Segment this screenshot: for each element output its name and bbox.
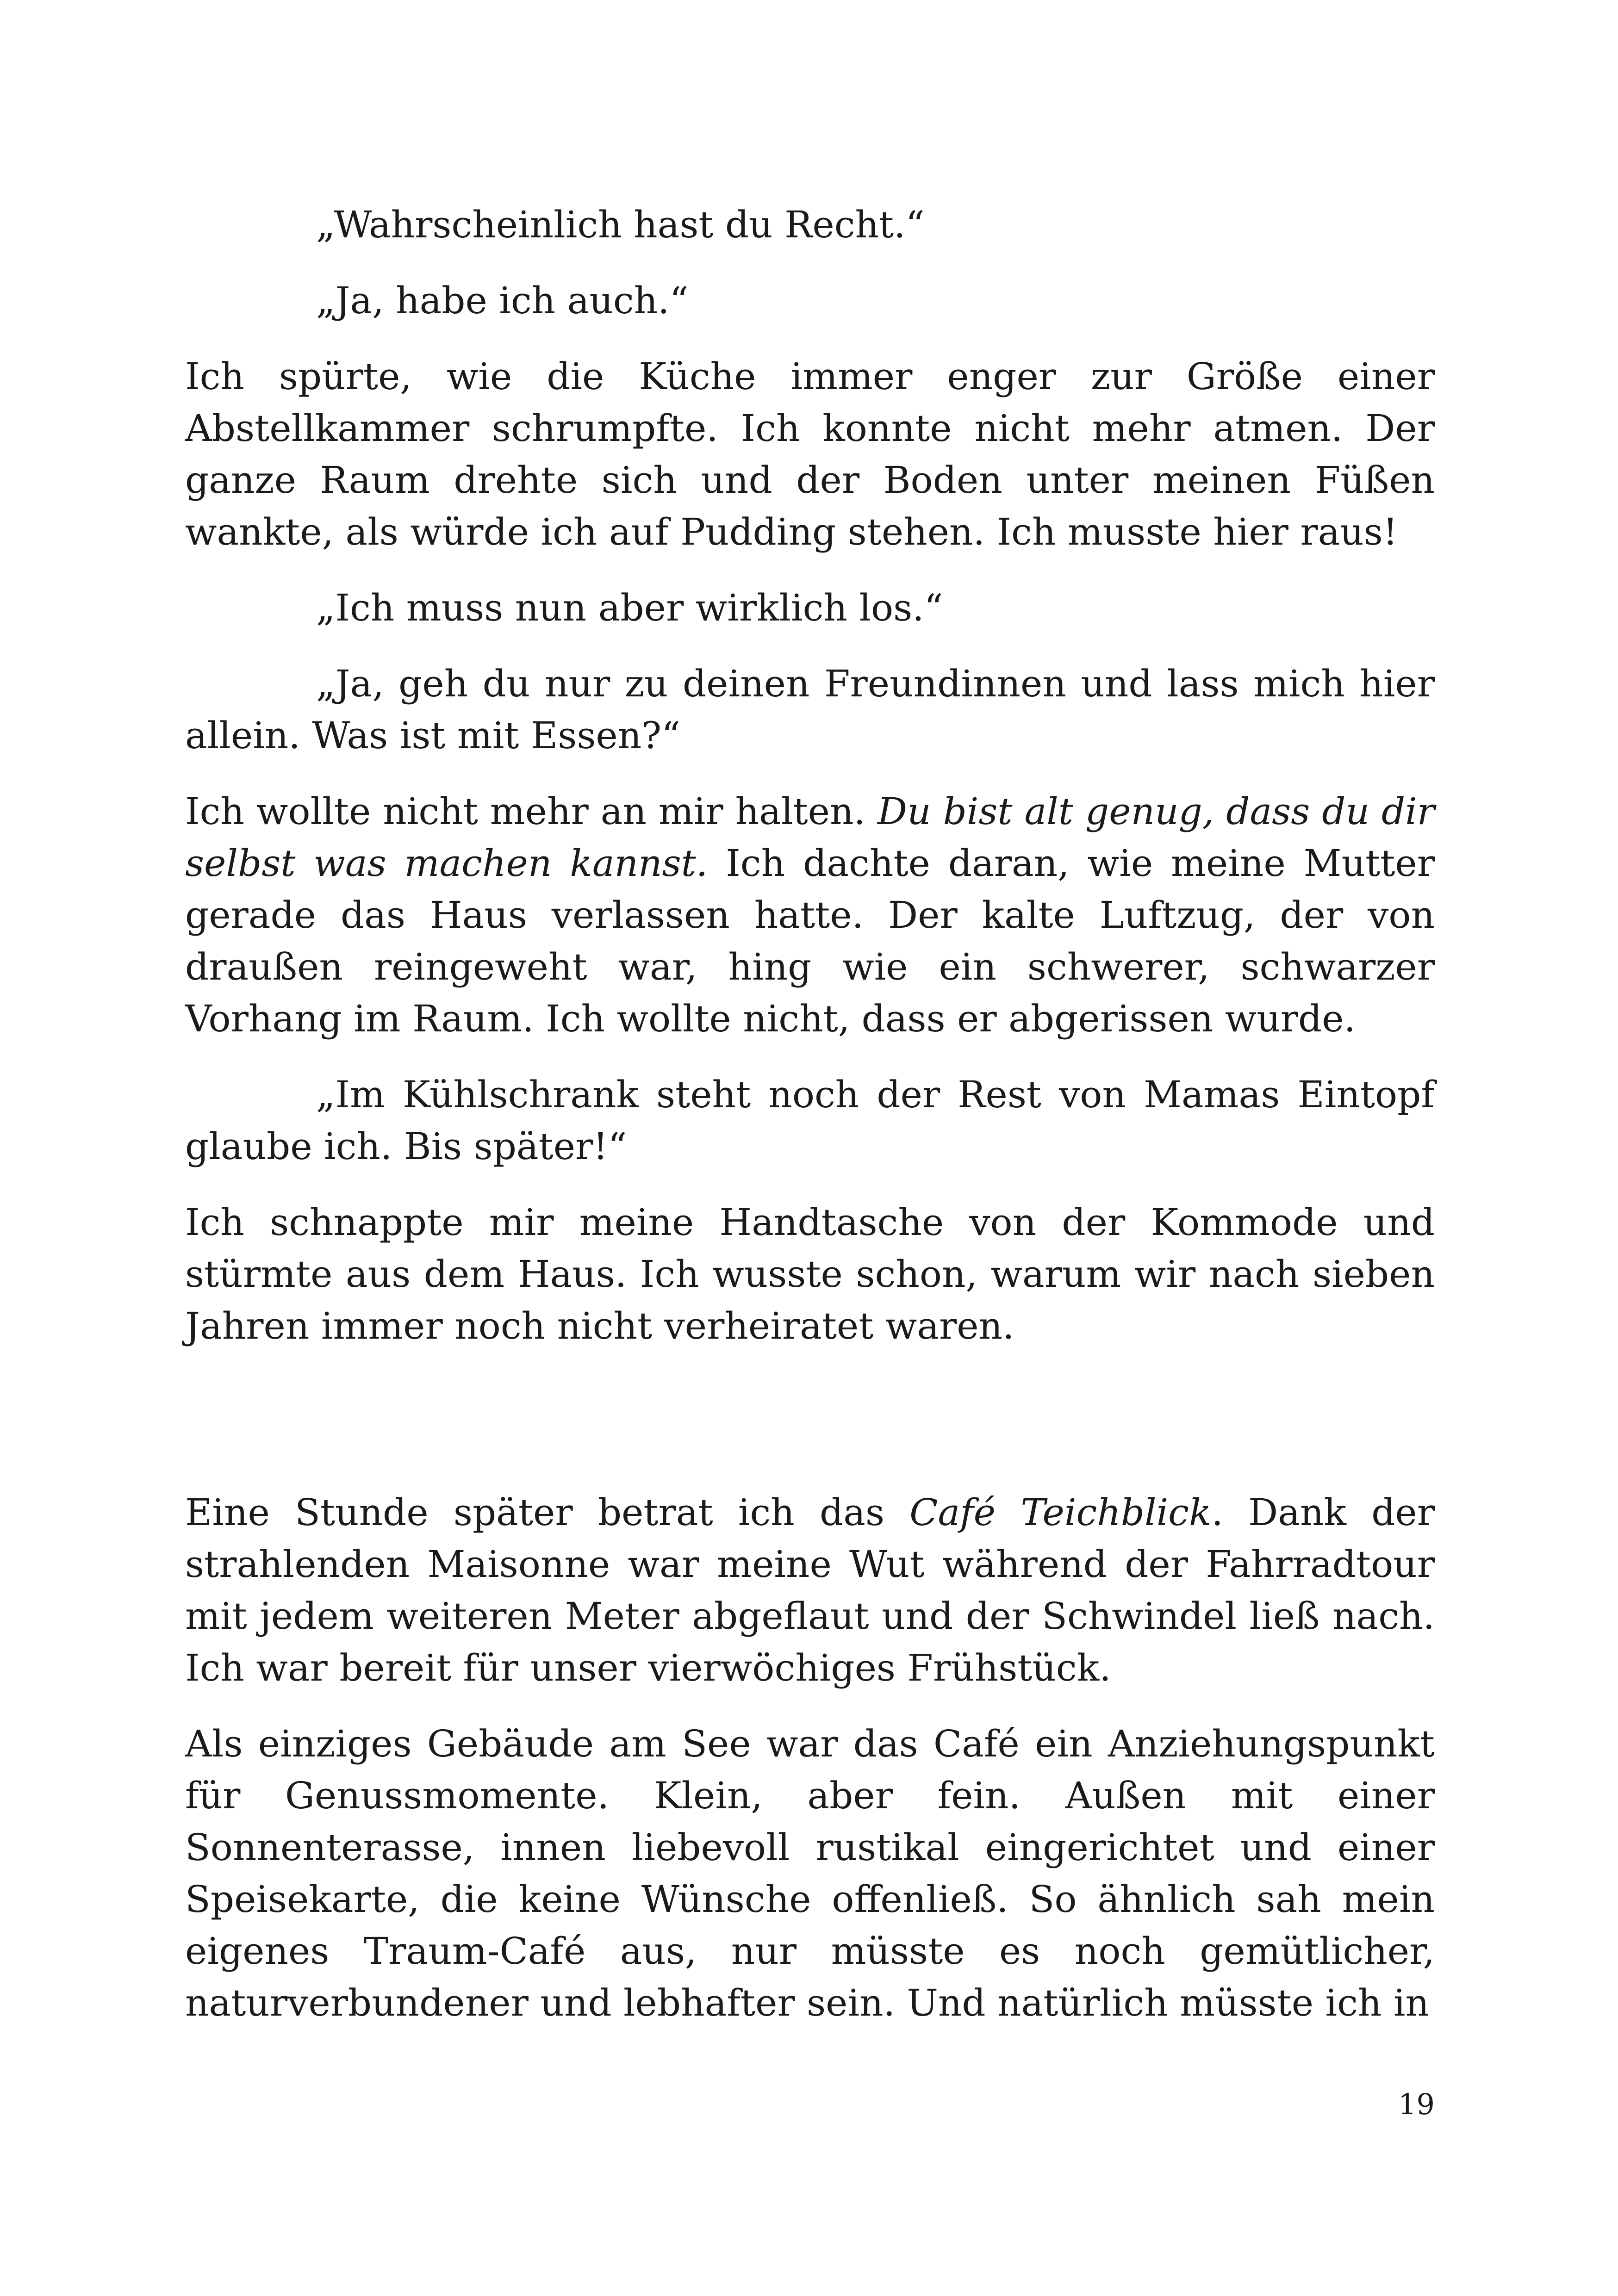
- paragraph: [185, 786, 1435, 1045]
- paragraph-text: Ich wollte nicht mehr an mir halten.: [185, 790, 877, 833]
- paragraph: [185, 1487, 1435, 1694]
- paragraph-text: Ich dachte daran, wie meine Mutter gerade das Haus verlassen hatte. Der kalte Luftzug, der von draußen reingeweht war, hing wie ein schwerer, schwarzer Vorhang im Raum. Ich wollte nicht, dass er abgerissen wurde.: [185, 842, 1435, 1040]
- paragraph: „Im Kühlschrank steht noch der Rest von Mamas Eintopf glaube ich. Bis später!“: [185, 1073, 1435, 1168]
- text-section-kitchen: [185, 199, 1435, 1352]
- italic-thought: Du bist alt genug, dass du dir selbst was machen kannst.: [185, 790, 1435, 885]
- paragraph: Als einziges Gebäude am See war das Café ein Anziehungspunkt für Genussmomente. Klein, aber fein. Außen mit einer Sonnenterasse, innen liebevoll rustikal eingerichtet und einer Speisekarte, die keine Wünsche offenließ. So ähnlich sah mein eigenes Traum-Café aus, nur müsste es noch gemütlicher, naturverbundener und lebhafter sein. Und natürlich müsste ich in: [185, 1722, 1435, 2024]
- paragraph: „Ja, geh du nur zu deinen Freundinnen und lass mich hier allein. Was ist mit Essen?“: [185, 662, 1435, 757]
- text-section-cafe: [185, 1487, 1435, 2029]
- paragraph: Ich spürte, wie die Küche immer enger zur Größe einer Abstellkammer schrumpfte. Ich konnte nicht mehr atmen. Der ganze Raum drehte sich und der Boden unter meinen Füßen wankte, als würde ich auf Pudding stehen. Ich musste hier raus!: [185, 355, 1435, 553]
- paragraph: „Ich muss nun aber wirklich los.“: [316, 586, 943, 629]
- paragraph-text: Eine Stunde später betrat ich das: [185, 1491, 910, 1534]
- paragraph: Ich schnappte mir meine Handtasche von der Kommode und stürmte aus dem Haus. Ich wusste schon, warum wir nach sieben Jahren immer noch nicht verheiratet waren.: [185, 1201, 1435, 1347]
- paragraph: „Ja, habe ich auch.“: [316, 279, 689, 322]
- paragraph: „Wahrscheinlich hast du Recht.“: [316, 203, 925, 246]
- italic-cafe-name: Café Teichblick: [909, 1491, 1212, 1534]
- page-number: 19: [1398, 2087, 1435, 2121]
- paragraph-text: . Dank der strahlenden Maisonne war meine Wut während der Fahrradtour mit jedem weiteren Meter abgeflaut und der Schwindel ließ nach. Ich war bereit für unser vierwöchiges Frühstück.: [185, 1491, 1435, 1689]
